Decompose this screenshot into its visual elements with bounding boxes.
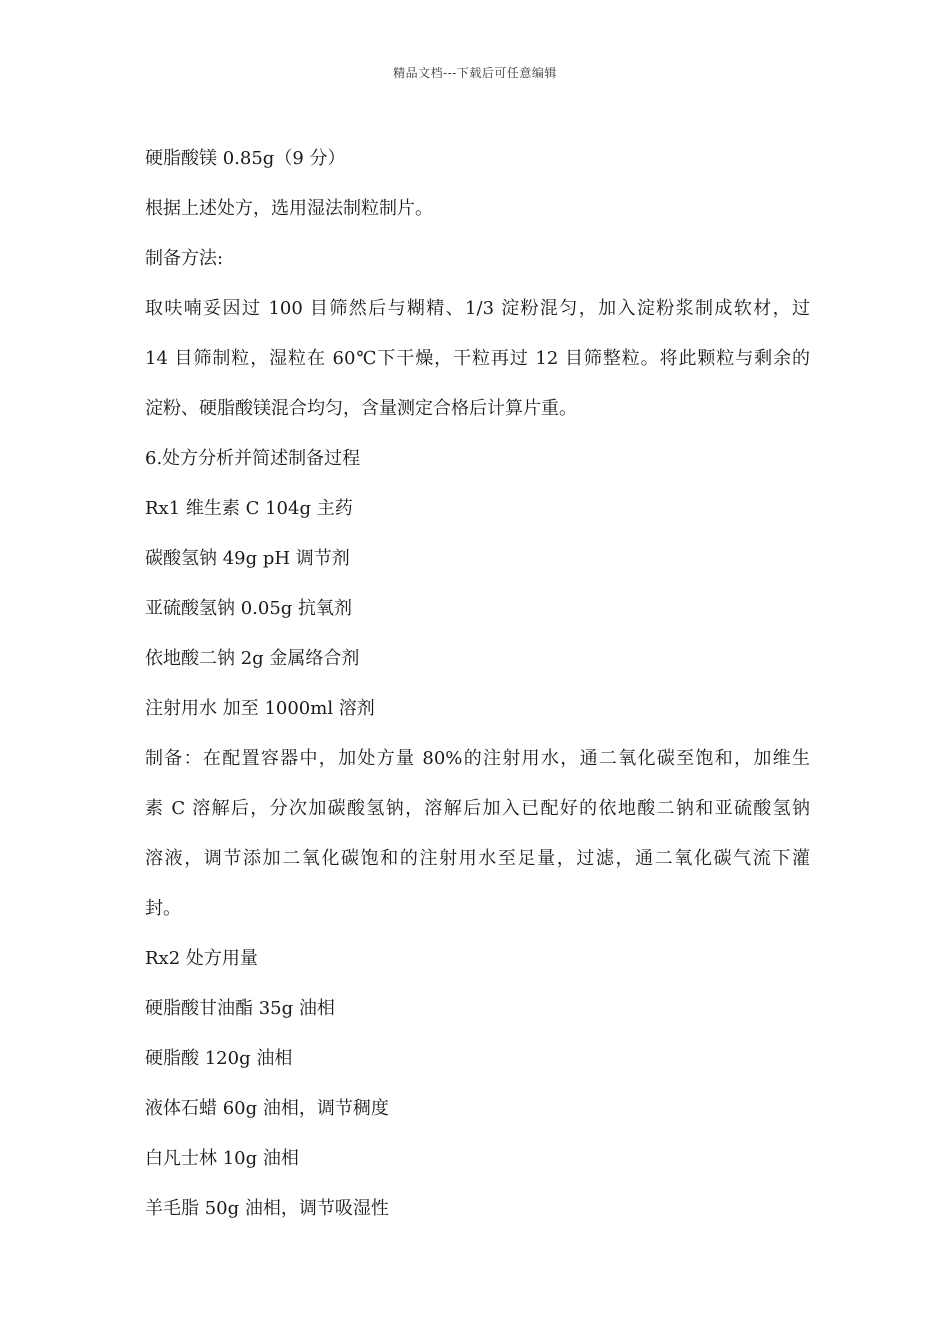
text-line: 液体石蜡 60g 油相，调节稠度 — [145, 1098, 389, 1119]
text-line: 制备：在配置容器中，加处方量 80%的注射用水，通二氧化碳至饱和，加维生 — [145, 748, 810, 769]
document-body — [145, 134, 810, 1234]
text-line: 制备方法: — [145, 248, 224, 269]
text-line: 硬脂酸甘油酯 35g 油相 — [145, 998, 335, 1019]
text-line: 羊毛脂 50g 油相，调节吸湿性 — [145, 1198, 389, 1219]
text-line: 硬脂酸 120g 油相 — [145, 1048, 293, 1069]
text-line: Rx2 处方用量 — [145, 948, 258, 969]
text-line: 溶液，调节添加二氧化碳饱和的注射用水至足量，过滤，通二氧化碳气流下灌 — [145, 848, 810, 869]
text-line: 封。 — [145, 898, 181, 919]
text-line: 素 C 溶解后，分次加碳酸氢钠，溶解后加入已配好的依地酸二钠和亚硫酸氢钠 — [145, 798, 810, 819]
text-line: 硬脂酸镁 0.85g（9 分） — [145, 148, 346, 169]
text-line: 亚硫酸氢钠 0.05g 抗氧剂 — [145, 598, 353, 619]
section-heading: 6.处方分析并简述制备过程 — [145, 448, 361, 469]
text-line: 取呋喃妥因过 100 目筛然后与糊精、1/3 淀粉混匀，加入淀粉浆制成软材，过 — [145, 298, 810, 319]
text-line: 碳酸氢钠 49g pH 调节剂 — [145, 548, 350, 569]
text-line: Rx1 维生素 C 104g 主药 — [145, 498, 353, 519]
text-line: 14 目筛制粒，湿粒在 60℃下干燥，干粒再过 12 目筛整粒。将此颗粒与剩余的 — [145, 348, 810, 369]
text-line: 白凡士林 10g 油相 — [145, 1148, 299, 1169]
page-header: 精品文档---下载后可任意编辑 — [393, 66, 557, 80]
text-line: 依地酸二钠 2g 金属络合剂 — [145, 648, 360, 669]
text-line: 根据上述处方，选用湿法制粒制片。 — [145, 198, 433, 219]
text-line: 淀粉、硬脂酸镁混合均匀，含量测定合格后计算片重。 — [145, 398, 577, 419]
text-line: 注射用水 加至 1000ml 溶剂 — [145, 698, 375, 719]
